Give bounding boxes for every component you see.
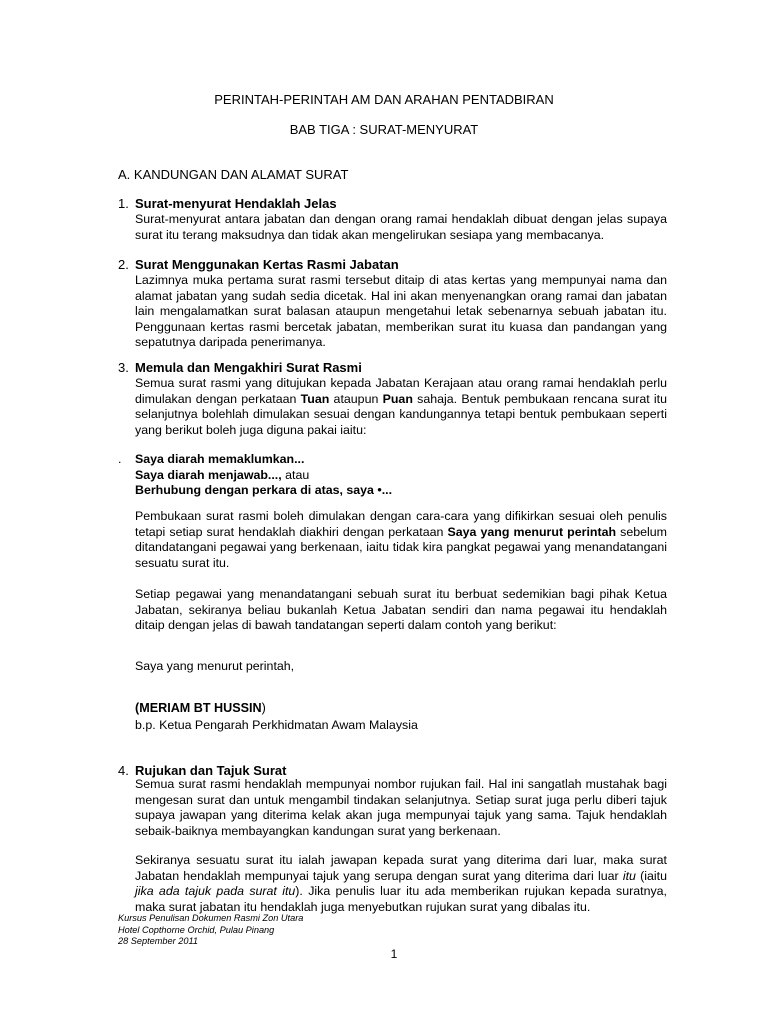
item3-body-a: Semua surat rasmi yang ditujukan kepada Jabatan Kerajaan atau orang ramai hendaklah perlu dimulakan dengan perkataan (135, 376, 667, 406)
footer-course: Kursus Penulisan Dokumen Rasmi Zon Utara (118, 913, 304, 923)
closing-phrase: Saya yang menurut perintah (447, 524, 617, 539)
item4-body2-b: itu (622, 868, 636, 883)
item3-body (135, 376, 667, 438)
item3-heading-row (118, 360, 362, 375)
footer-date: 28 September 2011 (118, 936, 199, 947)
item3-word-puan: Puan (382, 391, 413, 406)
section-a-heading: A. KANDUNGAN DAN ALAMAT SURAT (118, 167, 349, 182)
item4-body2-c: (iaitu (635, 868, 667, 883)
item3-body-e: sahaja. Bentuk pembukaan rencana surat itu selanjutnya bolehlah dimulakan sesuai dengan kandungannya tetapi bentuk pembukaan seperti yang berikut boleh juga diguna pakai iaitu: (135, 391, 667, 437)
closing-c: sebelum ditandatangani pegawai yang berkenaan, iaitu tidak kira pangkat pegawai yang menandatangani sesuatu surat itu. (135, 524, 667, 570)
document-title: PERINTAH-PERINTAH AM DAN ARAHAN PENTADBIRAN (214, 92, 554, 107)
item1-number: 1. (118, 196, 129, 211)
item2-number: 2. (118, 257, 129, 272)
item2-body: Lazimnya muka pertama surat rasmi tersebut ditaip di atas kertas yang mempunyai nama dan alamat jabatan yang sudah sedia dicetak. Hal ini akan menyenangkan orang ramai dan jabatan lain mengalamatkan surat balasan ataupun mengetahui letak sebenarnya sebuah jabatan itu. Penggunaan kertas rasmi bercetak jabatan, memberikan surat itu kuasa dan pandangan yang sepatutnya daripada penerimanya. (135, 273, 667, 349)
item4-heading-row (118, 763, 286, 778)
item2-heading-row (118, 257, 399, 272)
item3-word-tuan: Tuan (300, 391, 330, 406)
opening-phrase-2: Saya diarah menjawab..., (135, 467, 282, 482)
item4-body-1: Semua surat rasmi hendaklah mempunyai nombor rujukan fail. Hal ini sangatlah mustahak bagi mengesan surat dan untuk mengambil tindakan selanjutnya. Setiap surat juga perlu diberi tajuk supaya jawapan yang diterima kelak akan juga mempunyai tajuk yang sama. Tajuk hendaklah sebaik-baiknya membayangkan kandungan surat yang berkenaan. (135, 777, 667, 838)
opening-phrase-3: Berhubung dengan perkara di atas, saya •... (135, 483, 393, 497)
opening-phrase-1: Saya diarah memaklumkan... (135, 452, 305, 466)
item4-body2-a: Sekiranya sesuatu surat itu ialah jawapan kepada surat yang diterima dari luar, maka surat Jabatan hendaklah mempunyai tajuk yang serupa dengan surat yang diterima dari luar (135, 853, 667, 883)
item1-body: Surat-menyurat antara jabatan dan dengan orang ramai hendaklah dibuat dengan jelas supaya surat itu terang maksudnya dan tidak akan mengelirukan sesiapa yang membacanya. (135, 212, 667, 242)
item3-number: 3. (118, 360, 129, 375)
closing-paragraph (135, 509, 667, 571)
item4-body2-d: jika ada tajuk pada surat itu (135, 884, 296, 898)
item2-heading: Surat Menggunakan Kertas Rasmi Jabatan (135, 257, 399, 272)
chapter-title: BAB TIGA : SURAT-MENYURAT (289, 122, 479, 137)
item4-heading: Rujukan dan Tajuk Surat (135, 763, 287, 778)
item1-heading-row (118, 196, 337, 211)
sample-name: MERIAM BT HUSSIN (139, 701, 262, 715)
page-number: 1 (390, 947, 398, 961)
signer-paragraph: Setiap pegawai yang menandatangani sebuah surat itu berbuat sedemikian bagi pihak Ketua Jabatan, sekiranya beliau bukanlah Ketua Jabatan sendiri dan nama pegawai itu hendaklah ditaip dengan jelas di bawah tandatangan seperti dalam contoh yang berikut: (135, 587, 667, 632)
sample-title: b.p. Ketua Pengarah Perkhidmatan Awam Malaysia (135, 718, 418, 732)
item4-number: 4. (118, 763, 129, 778)
closing-a: Pembukaan surat rasmi boleh dimulakan dengan cara-cara yang difikirkan sesuai oleh penulis tetapi setiap surat hendaklah diakhiri dengan perkataan (135, 509, 667, 539)
opening-phrase-2-tail: atau (281, 467, 310, 482)
item4-body-2 (135, 853, 667, 915)
sample-name-open: ( (135, 701, 140, 715)
item3-body-c: ataupun (329, 391, 383, 406)
footer-venue: Hotel Copthorne Orchid, Pulau Pinang (118, 924, 275, 935)
bullet-mark: . (118, 452, 122, 466)
sample-signatory (135, 701, 266, 715)
page-footer (118, 913, 303, 948)
item3-heading: Memula dan Mengakhiri Surat Rasmi (135, 360, 362, 375)
sample-name-close: ) (261, 701, 266, 715)
sample-closing: Saya yang menurut perintah, (135, 659, 295, 673)
item1-heading: Surat-menyurat Hendaklah Jelas (135, 196, 337, 211)
item4-body2-e: ). Jika penulis luar itu ada memberikan rujukan kepada suratnya, maka surat jabatan itu hendaklah juga menyebutkan rujukan surat yang dibalas itu. (135, 884, 667, 914)
